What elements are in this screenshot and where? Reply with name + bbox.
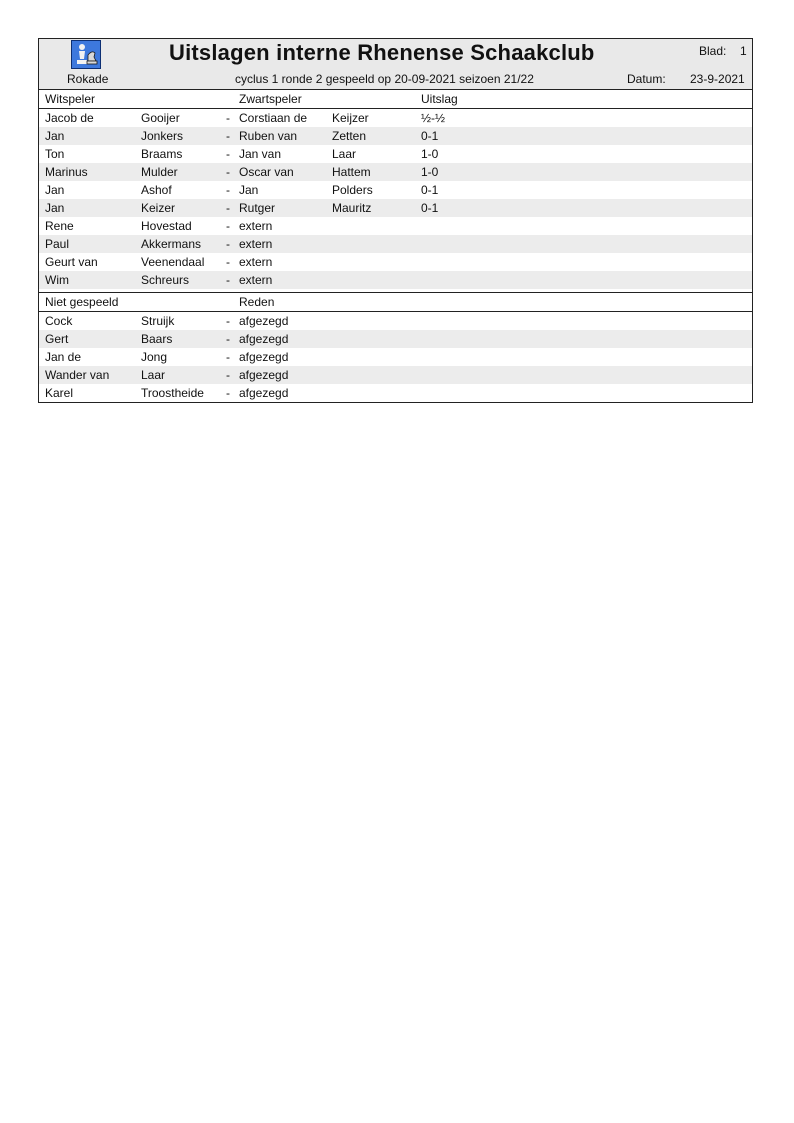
table-row	[39, 217, 752, 235]
player-first-name: Jan de	[45, 350, 82, 364]
player-last-name: Baars	[141, 332, 173, 346]
not-played-table	[39, 312, 752, 402]
white-first-name: Marinus	[45, 165, 88, 179]
black-first-name: extern	[239, 219, 273, 233]
separator: -	[226, 255, 230, 269]
reason: afgezegd	[239, 332, 289, 346]
list-item	[39, 312, 752, 330]
black-last-name: Polders	[332, 183, 373, 197]
page-number-value: 1	[740, 44, 747, 58]
white-last-name: Hovestad	[141, 219, 192, 233]
sheet-header	[39, 39, 752, 90]
reason: afgezegd	[239, 368, 289, 382]
page-number-label: Blad:	[699, 44, 727, 58]
separator: -	[226, 350, 230, 364]
white-first-name: Jan	[45, 129, 65, 143]
black-first-name: Jan	[239, 183, 259, 197]
game-result: 0-1	[421, 201, 439, 215]
club-logo	[71, 40, 101, 69]
table-row	[39, 235, 752, 253]
separator: -	[226, 111, 230, 125]
white-first-name: Rene	[45, 219, 74, 233]
games-table	[39, 109, 752, 289]
black-last-name: Zetten	[332, 129, 367, 143]
black-last-name: Hattem	[332, 165, 371, 179]
player-last-name: Laar	[141, 368, 166, 382]
white-last-name: Braams	[141, 147, 183, 161]
reason-label: Reden	[239, 295, 275, 309]
table-row	[39, 163, 752, 181]
separator: -	[226, 201, 230, 215]
separator: -	[226, 219, 230, 233]
header-result: Uitslag	[421, 92, 458, 106]
black-first-name: Corstiaan de	[239, 111, 308, 125]
table-row	[39, 181, 752, 199]
white-last-name: Gooijer	[141, 111, 180, 125]
player-last-name: Jong	[141, 350, 168, 364]
white-last-name: Keizer	[141, 201, 176, 215]
header-white-player: Witspeler	[45, 92, 96, 106]
logo-label: Rokade	[67, 72, 109, 86]
white-last-name: Veenendaal	[141, 255, 205, 269]
column-headers	[39, 90, 752, 109]
black-first-name: Ruben van	[239, 129, 298, 143]
not-played-label: Niet gespeeld	[45, 295, 119, 309]
table-row	[39, 127, 752, 145]
black-last-name: Mauritz	[332, 201, 372, 215]
reason: afgezegd	[239, 386, 289, 400]
table-row	[39, 199, 752, 217]
white-first-name: Jan	[45, 201, 65, 215]
separator: -	[226, 314, 230, 328]
player-first-name: Cock	[45, 314, 73, 328]
black-first-name: Jan van	[239, 147, 282, 161]
white-first-name: Ton	[45, 147, 65, 161]
list-item	[39, 366, 752, 384]
player-first-name: Gert	[45, 332, 69, 346]
separator: -	[226, 183, 230, 197]
date-label: Datum:	[627, 72, 666, 86]
black-first-name: extern	[239, 237, 273, 251]
game-result: 1-0	[421, 147, 439, 161]
game-result: 0-1	[421, 129, 439, 143]
separator: -	[226, 237, 230, 251]
separator: -	[226, 273, 230, 287]
white-last-name: Ashof	[141, 183, 172, 197]
black-first-name: Oscar van	[239, 165, 294, 179]
chess-knight-icon	[72, 41, 100, 68]
page-title: Uitslagen interne Rhenense Schaakclub	[169, 40, 595, 65]
table-row	[39, 145, 752, 163]
white-first-name: Geurt van	[45, 255, 98, 269]
reason: afgezegd	[239, 314, 289, 328]
table-row	[39, 253, 752, 271]
black-first-name: extern	[239, 255, 273, 269]
white-first-name: Jan	[45, 183, 65, 197]
round-subtitle: cyclus 1 ronde 2 gespeeld op 20-09-2021 seizoen 21/22	[235, 72, 534, 86]
not-played-header	[39, 293, 752, 312]
table-row	[39, 109, 752, 127]
separator: -	[226, 147, 230, 161]
black-first-name: Rutger	[239, 201, 276, 215]
player-last-name: Troostheide	[141, 386, 204, 400]
separator: -	[226, 386, 230, 400]
player-first-name: Karel	[45, 386, 74, 400]
white-first-name: Paul	[45, 237, 70, 251]
separator: -	[226, 332, 230, 346]
separator: -	[226, 129, 230, 143]
white-last-name: Jonkers	[141, 129, 184, 143]
results-sheet	[38, 38, 753, 403]
white-last-name: Schreurs	[141, 273, 190, 287]
white-last-name: Mulder	[141, 165, 178, 179]
date-value: 23-9-2021	[690, 72, 745, 86]
white-first-name: Wim	[45, 273, 69, 287]
list-item	[39, 330, 752, 348]
player-last-name: Struijk	[141, 314, 175, 328]
white-first-name: Jacob de	[45, 111, 94, 125]
game-result: 1-0	[421, 165, 439, 179]
game-result: 0-1	[421, 183, 439, 197]
table-row	[39, 271, 752, 289]
list-item	[39, 384, 752, 402]
reason: afgezegd	[239, 350, 289, 364]
list-item	[39, 348, 752, 366]
black-first-name: extern	[239, 273, 273, 287]
black-last-name: Keijzer	[332, 111, 369, 125]
player-first-name: Wander van	[45, 368, 110, 382]
black-last-name: Laar	[332, 147, 357, 161]
separator: -	[226, 165, 230, 179]
game-result: ½-½	[421, 111, 446, 125]
white-last-name: Akkermans	[141, 237, 202, 251]
separator: -	[226, 368, 230, 382]
header-black-player: Zwartspeler	[239, 92, 302, 106]
